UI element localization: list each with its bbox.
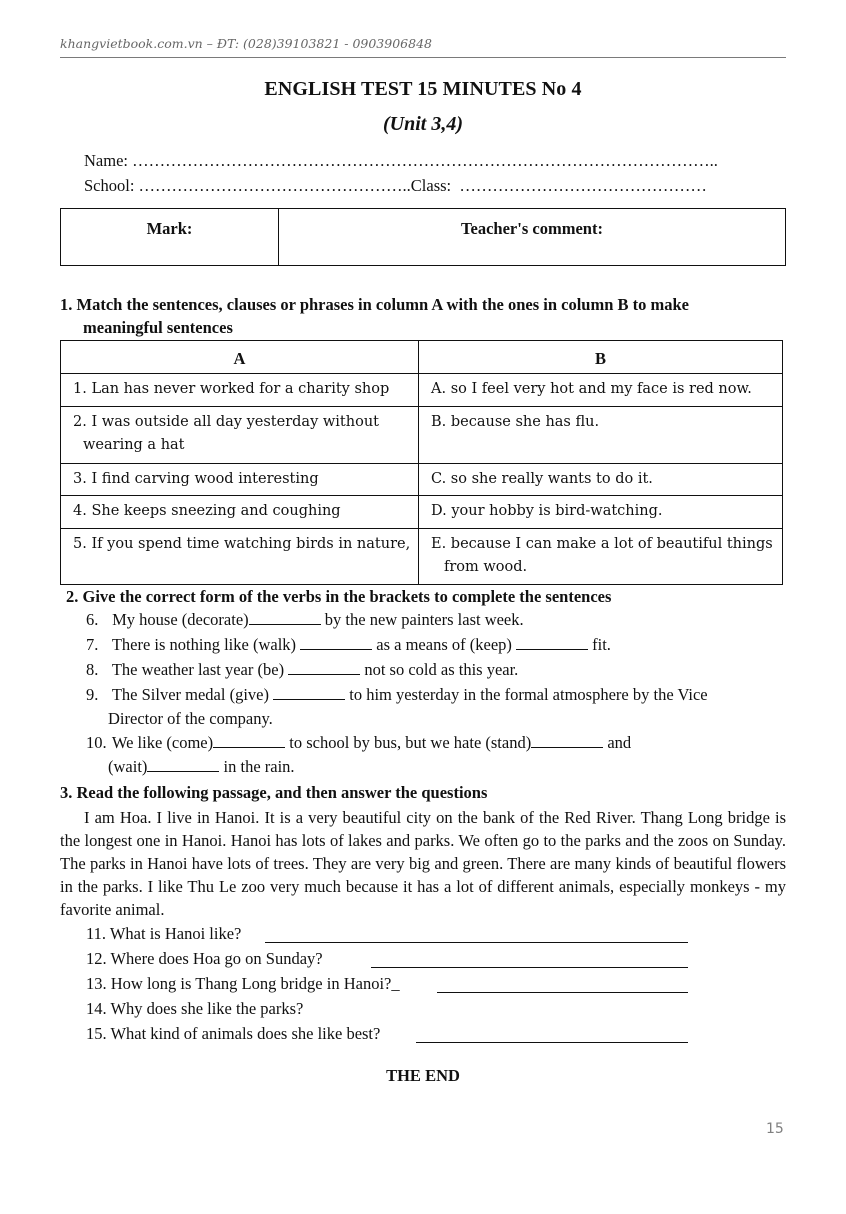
answer-blank[interactable] <box>288 661 360 675</box>
mark-label: Mark: <box>146 219 193 238</box>
answer-line-15[interactable] <box>416 1042 688 1043</box>
answer-blank[interactable] <box>249 611 321 625</box>
question-7: 7. There is nothing like (walk) as a means of (keep) fit. <box>86 635 611 654</box>
test-title: ENGLISH TEST 15 MINUTES No 4 <box>264 78 582 100</box>
school-label: School: <box>84 176 135 195</box>
the-end-label: THE END <box>386 1066 460 1085</box>
cell-a-1: 1. Lan has never worked for a charity shop <box>61 374 419 407</box>
school-class-line[interactable] <box>84 176 707 196</box>
matching-table <box>60 340 783 585</box>
name-line[interactable] <box>84 151 718 171</box>
teacher-comment-label: Teacher's comment: <box>461 219 603 238</box>
cell-a-2: 2. I was outside all day yesterday without wearing a hat <box>61 407 419 464</box>
answer-blank[interactable] <box>516 636 588 650</box>
question-14: 14. Why does she like the parks? <box>86 999 304 1018</box>
answer-blank[interactable] <box>300 636 372 650</box>
table-row <box>61 374 783 407</box>
section-2-heading-text: Give the correct form of the verbs in the brackets to complete the sentences <box>82 587 612 606</box>
answer-blank[interactable] <box>531 734 603 748</box>
answer-line-12[interactable] <box>371 967 688 968</box>
table-row <box>61 529 783 585</box>
name-label: Name: <box>84 151 128 170</box>
answer-blank[interactable] <box>147 758 219 772</box>
section-2-number: 2. <box>66 587 79 606</box>
question-10: 10. We like (come) to school by bus, but we hate (stand) and <box>86 733 632 752</box>
table-header-row <box>61 341 783 374</box>
section-2-heading <box>66 585 611 608</box>
cell-b-a: A. so I feel very hot and my face is red now. <box>419 374 783 407</box>
section-1-number: 1. <box>60 295 73 314</box>
answer-blank[interactable] <box>213 734 285 748</box>
name-dots: …………………………………………………………………………………………….. <box>132 151 718 170</box>
answer-line-13[interactable] <box>437 992 688 993</box>
cell-a-5: 5. If you spend time watching birds in nature, <box>61 529 419 585</box>
cell-a-4: 4. She keeps sneezing and coughing <box>61 496 419 529</box>
section-3-heading-text: Read the following passage, and then answer the questions <box>76 783 488 802</box>
cell-b-d: D. your hobby is bird-watching. <box>419 496 783 529</box>
question-10-continuation: (wait) in the rain. <box>108 757 295 776</box>
column-a-header: A <box>61 341 419 374</box>
teacher-comment-cell[interactable] <box>279 209 785 265</box>
mark-cell[interactable] <box>61 209 279 265</box>
cell-a-3: 3. I find carving wood interesting <box>61 464 419 496</box>
question-12: 12. Where does Hoa go on Sunday? <box>86 949 323 968</box>
header-divider <box>60 57 786 58</box>
question-6: 6. My house (decorate) by the new painters last week. <box>86 610 524 629</box>
page-number: 15 <box>766 1121 784 1137</box>
mark-comment-box <box>60 208 786 266</box>
table-row <box>61 407 783 464</box>
section-1-heading <box>60 293 786 339</box>
class-dots: ……………………………………… <box>459 176 707 195</box>
answer-blank[interactable] <box>273 686 345 700</box>
test-subtitle: (Unit 3,4) <box>383 113 463 135</box>
cell-b-b: B. because she has flu. <box>419 407 783 464</box>
column-b-header: B <box>419 341 783 374</box>
question-8: 8. The weather last year (be) not so cold as this year. <box>86 660 519 679</box>
answer-line-11[interactable] <box>265 942 688 943</box>
section-1-heading-line1: Match the sentences, clauses or phrases in column A with the ones in column B to make <box>76 295 689 314</box>
school-dots: ………………………………………….. <box>138 176 411 195</box>
section-3-heading <box>60 781 487 804</box>
section-3-number: 3. <box>60 783 73 802</box>
reading-passage: I am Hoa. I live in Hanoi. It is a very beautiful city on the bank of the Red River. Thang Long bridge is the longest one in Hanoi. Hanoi has lots of lakes and parks. We often go to the parks and the zoos on Sunday. The parks in Hanoi have lots of trees. They are very big and green. There are many kinds of beautiful flowers in the parks. I like Thu Le zoo very much because it has a lot of different animals, especially monkeys - my favorite animal. <box>60 808 786 919</box>
cell-b-c: C. so she really wants to do it. <box>419 464 783 496</box>
question-9: 9. The Silver medal (give) to him yesterday in the formal atmosphere by the Vice <box>86 685 708 704</box>
question-15: 15. What kind of animals does she like best? <box>86 1024 381 1043</box>
table-row <box>61 496 783 529</box>
question-9-continuation: Director of the company. <box>108 709 273 728</box>
table-row <box>61 464 783 496</box>
section-1-heading-line2: meaningful sentences <box>83 318 233 337</box>
cell-b-e: E. because I can make a lot of beautiful things from wood. <box>419 529 783 585</box>
publisher-header: khangvietbook.com.vn – ĐT: (028)39103821 - 0903906848 <box>60 36 432 51</box>
class-label: Class: <box>410 176 452 195</box>
question-13: 13. How long is Thang Long bridge in Hanoi?_ <box>86 974 400 993</box>
question-11: 11. What is Hanoi like? <box>86 924 242 943</box>
